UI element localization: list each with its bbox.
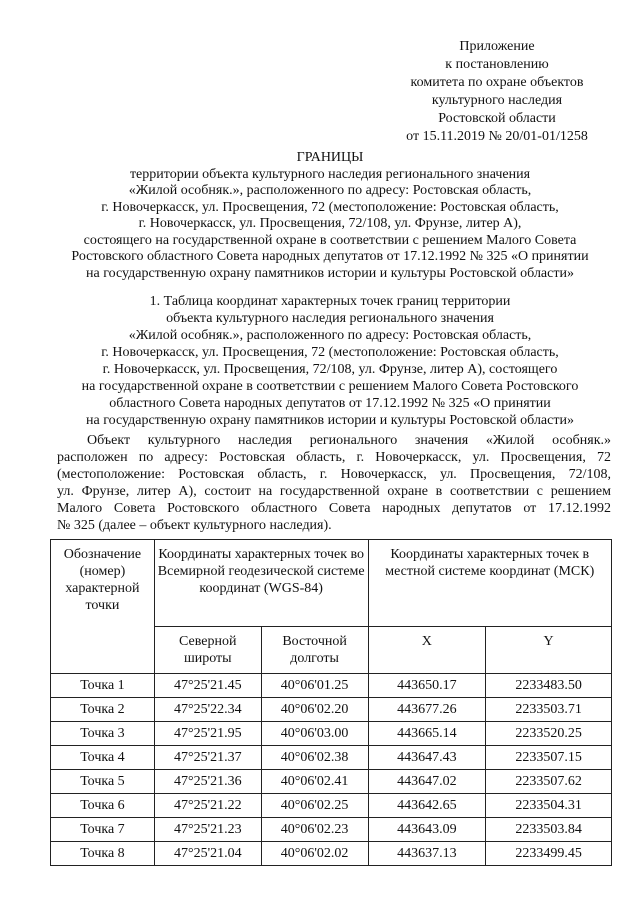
point-name: Точка 6 <box>51 794 155 818</box>
heading-line: территории объекта культурного наследия регионального значения <box>129 166 531 182</box>
col-header-x: X <box>368 627 486 674</box>
caption-line: областного Совета народных депутатов от 17.12.1992 № 325 «О принятии <box>109 396 551 411</box>
latitude-cell: 47°25'21.95 <box>154 722 261 746</box>
table-row <box>51 746 612 770</box>
x-cell: 443647.02 <box>368 770 486 794</box>
point-name: Точка 2 <box>51 698 155 722</box>
x-cell: 443677.26 <box>368 698 486 722</box>
col-header-wgs84: Координаты характерных точек во Всемирной геодезической системе координат (WGS-84) <box>154 540 368 627</box>
col-header-north-latitude: Северной широты <box>154 627 261 674</box>
point-name: Точка 7 <box>51 818 155 842</box>
x-cell: 443642.65 <box>368 794 486 818</box>
approval-line: Ростовской области <box>438 111 556 126</box>
approval-line: к постановлению <box>445 57 549 72</box>
y-cell: 2233499.45 <box>486 842 612 866</box>
latitude-cell: 47°25'21.22 <box>154 794 261 818</box>
latitude-cell: 47°25'21.37 <box>154 746 261 770</box>
x-cell: 443643.09 <box>368 818 486 842</box>
x-cell: 443647.43 <box>368 746 486 770</box>
y-cell: 2233507.15 <box>486 746 612 770</box>
table-row <box>51 842 612 866</box>
caption-line: г. Новочеркасск, ул. Просвещения, 72/108, ул. Фрунзе, литер А), состоящего <box>102 362 558 377</box>
y-cell: 2233503.71 <box>486 698 612 722</box>
table-row <box>51 794 612 818</box>
x-cell: 443637.13 <box>368 842 486 866</box>
longitude-cell: 40°06'02.41 <box>261 770 368 794</box>
y-cell: 2233483.50 <box>486 674 612 698</box>
point-name: Точка 1 <box>51 674 155 698</box>
approval-line: Приложение <box>459 39 535 54</box>
point-name: Точка 8 <box>51 842 155 866</box>
approval-line: от 15.11.2019 № 20/01-01/1258 <box>406 129 588 144</box>
intro-line: ул. Фрунзе, литер А), состоит на государственной охране в соответствии с решением <box>57 484 611 499</box>
table-row <box>51 818 612 842</box>
intro-line: Объект культурного наследия регионального значения «Жилой особняк.» <box>87 433 611 448</box>
table-row <box>51 674 612 698</box>
table-row <box>51 722 612 746</box>
longitude-cell: 40°06'02.20 <box>261 698 368 722</box>
caption-line: 1. Таблица координат характерных точек границ территории <box>149 294 511 309</box>
table-row <box>51 698 612 722</box>
longitude-cell: 40°06'02.25 <box>261 794 368 818</box>
intro-line: (местоположение: Ростовская область, г. Новочеркасск, ул. Просвещения, 72/108, <box>57 467 611 482</box>
document-title: ГРАНИЦЫ <box>296 150 364 165</box>
heading-line: состоящего на государственной охране в соответствии с решением Малого Совета <box>83 232 577 248</box>
table-caption <box>30 293 630 429</box>
intro-line: № 325 (далее – объект культурного наследия). <box>57 518 332 533</box>
x-cell: 443665.14 <box>368 722 486 746</box>
longitude-cell: 40°06'03.00 <box>261 722 368 746</box>
intro-line: Малого Совета Ростовского областного Совета народных депутатов от 17.12.1992 <box>57 501 611 516</box>
longitude-cell: 40°06'02.23 <box>261 818 368 842</box>
caption-line: г. Новочеркасск, ул. Просвещения, 72 (местоположение: Ростовская область, <box>101 345 559 360</box>
heading-line: на государственную охрану памятников истории и культуры Ростовской области» <box>86 265 574 281</box>
longitude-cell: 40°06'01.25 <box>261 674 368 698</box>
point-name: Точка 3 <box>51 722 155 746</box>
y-cell: 2233504.31 <box>486 794 612 818</box>
point-name: Точка 5 <box>51 770 155 794</box>
approval-line: комитета по охране объектов <box>410 75 584 90</box>
intro-line: расположен по адресу: Ростовская область, г. Новочеркасск, ул. Просвещения, 72 <box>57 450 611 465</box>
caption-line: «Жилой особняк.», расположенного по адресу: Ростовская область, <box>128 328 532 343</box>
approval-line: культурного наследия <box>431 93 563 108</box>
col-header-designation: Обозначение (номер) характерной точки <box>51 540 155 674</box>
caption-line: на государственной охране в соответствии с решением Малого Совета Ростовского <box>81 379 579 394</box>
table-row <box>51 770 612 794</box>
heading-line: г. Новочеркасск, ул. Просвещения, 72/108, ул. Фрунзе, литер А), <box>138 216 522 231</box>
latitude-cell: 47°25'21.04 <box>154 842 261 866</box>
intro-paragraph <box>57 432 611 534</box>
y-cell: 2233520.25 <box>486 722 612 746</box>
col-header-east-longitude: Восточной долготы <box>261 627 368 674</box>
x-cell: 443650.17 <box>368 674 486 698</box>
document-heading <box>30 150 630 282</box>
y-cell: 2233503.84 <box>486 818 612 842</box>
col-header-msk: Координаты характерных точек в местной системе координат (МСК) <box>368 540 612 627</box>
latitude-cell: 47°25'22.34 <box>154 698 261 722</box>
y-cell: 2233507.62 <box>486 770 612 794</box>
caption-line: на государственную охрану памятников истории и культуры Ростовской области» <box>86 413 574 428</box>
caption-line: объекта культурного наследия регионального значения <box>166 311 494 326</box>
latitude-cell: 47°25'21.45 <box>154 674 261 698</box>
point-name: Точка 4 <box>51 746 155 770</box>
col-header-y: Y <box>486 627 612 674</box>
longitude-cell: 40°06'02.02 <box>261 842 368 866</box>
heading-line: «Жилой особняк.», расположенного по адресу: Ростовская область, <box>128 183 532 198</box>
heading-line: г. Новочеркасск, ул. Просвещения, 72 (местоположение: Ростовская область, <box>101 199 559 215</box>
heading-line: Ростовского областного Совета народных депутатов от 17.12.1992 № 325 «О принятии <box>71 249 589 264</box>
latitude-cell: 47°25'21.36 <box>154 770 261 794</box>
longitude-cell: 40°06'02.38 <box>261 746 368 770</box>
coordinates-table <box>50 539 612 866</box>
approval-block <box>380 38 614 146</box>
latitude-cell: 47°25'21.23 <box>154 818 261 842</box>
